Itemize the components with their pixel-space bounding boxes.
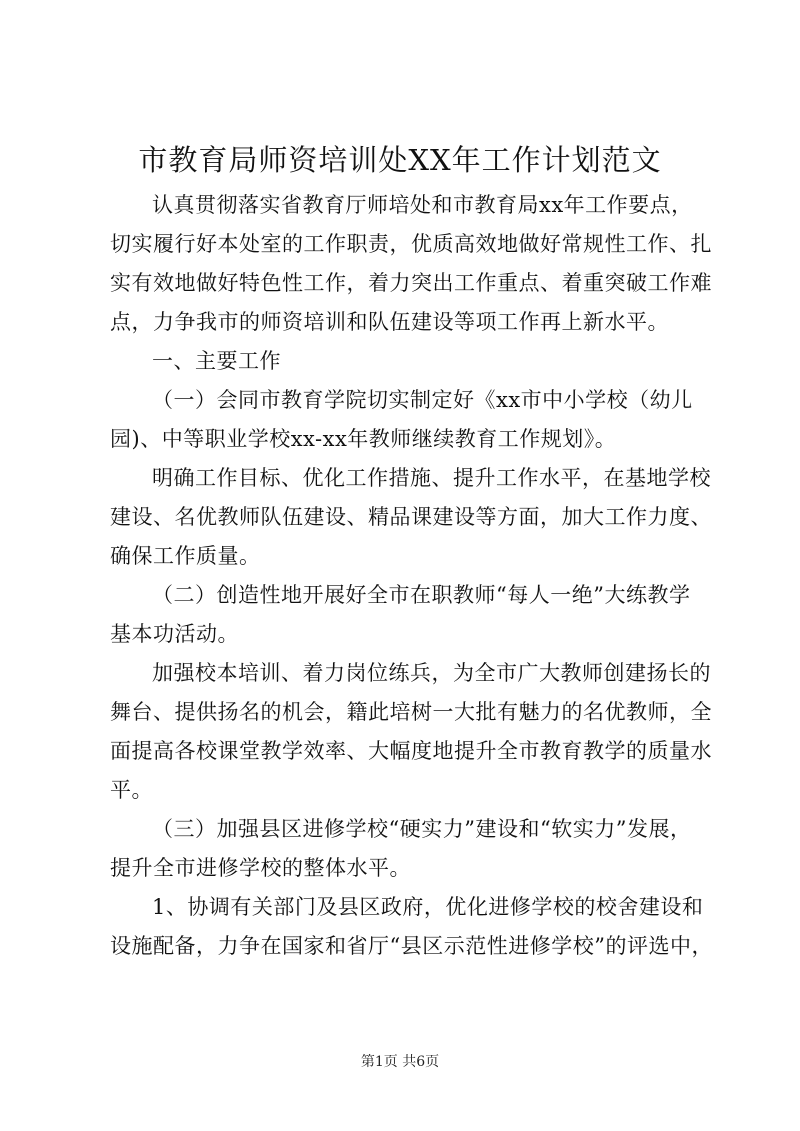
document-title: 市教育局师资培训处XX年工作计划范文	[138, 143, 662, 177]
document-body	[110, 186, 713, 966]
paragraph-line: 切实履行好本处室的工作职责，优质高效地做好常规性工作、扎	[110, 232, 712, 256]
paragraph-line: 设施配备，力争在国家和省厅“县区示范性进修学校”的评选中，	[110, 934, 713, 958]
paragraph-line: （二）创造性地开展好全市在职教师“每人一绝”大练教学	[152, 583, 691, 607]
paragraph-line: 认真贯彻落实省教育厅师培处和市教育局xx年工作要点，	[152, 193, 693, 217]
paragraph-line: 确保工作质量。	[110, 544, 261, 568]
section-heading: 一、主要工作	[152, 349, 281, 373]
page-indicator: 第1页 共6页	[360, 1054, 440, 1070]
paragraph-line: 建设、名优教师队伍建设、精品课建设等方面，加大工作力度、	[110, 505, 712, 529]
paragraph-line: 舞台、提供扬名的机会，籍此培树一大批有魅力的名优教师，全	[110, 700, 712, 724]
paragraph-line: 基本功活动。	[110, 622, 239, 646]
paragraph-line: （一）会同市教育学院切实制定好《xx市中小学校（幼儿	[152, 388, 693, 412]
paragraph-line: （三）加强县区进修学校“硬实力”建设和“软实力”发展，	[152, 817, 692, 841]
paragraph-line: 明确工作目标、优化工作措施、提升工作水平，在基地学校	[152, 466, 711, 490]
paragraph-line: 面提高各校课堂教学效率、大幅度地提升全市教育教学的质量水	[110, 739, 712, 763]
paragraph-line: 园)、中等职业学校xx-xx年教师继续教育工作规划》。	[110, 427, 617, 451]
paragraph-line: 1、协调有关部门及县区政府，优化进修学校的校舍建设和	[152, 895, 704, 919]
paragraph-line: 点，力争我市的师资培训和队伍建设等项工作再上新水平。	[110, 310, 669, 334]
paragraph-line: 加强校本培训、着力岗位练兵，为全市广大教师创建扬长的	[152, 661, 711, 685]
paragraph-line: 提升全市进修学校的整体水平。	[110, 856, 411, 880]
paragraph-line: 平。	[110, 778, 153, 802]
paragraph-line: 实有效地做好特色性工作，着力突出工作重点、着重突破工作难	[110, 271, 712, 295]
